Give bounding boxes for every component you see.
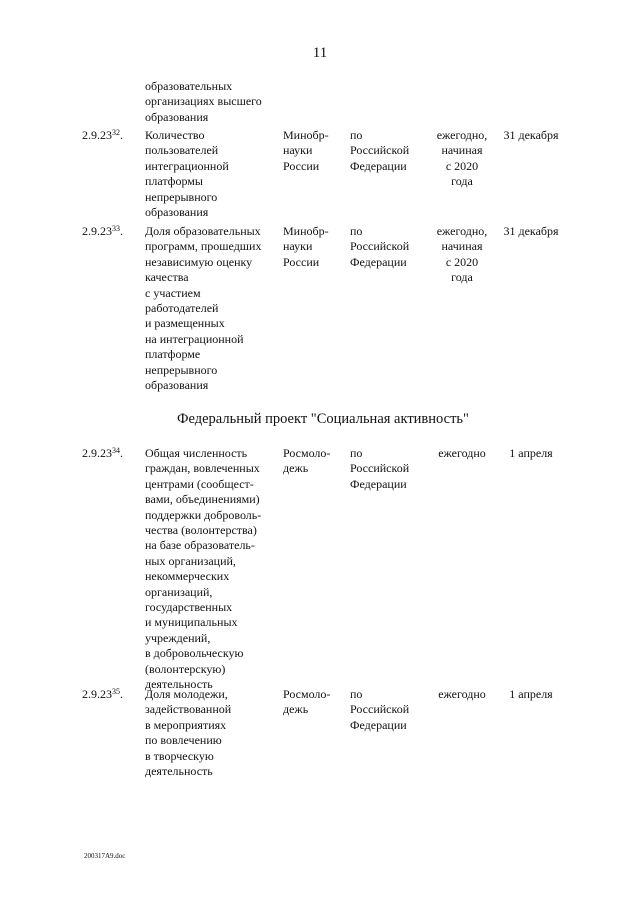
code-dot: .	[120, 687, 123, 701]
due-date: 1 апреля	[509, 446, 553, 460]
aggregation-level: по Российской Федерации	[350, 446, 410, 491]
frequency: ежегодно, начиная с 2020 года	[436, 224, 488, 285]
indicator-name: Доля молодежи, задействованной в мероприятиях по вовлечению в творческую деятельность	[145, 687, 232, 779]
responsible-agency: Минобр- науки России	[283, 224, 329, 269]
aggregation-level: по Российской Федерации	[350, 128, 410, 173]
code-dot: .	[120, 224, 123, 238]
due-date: 31 декабря	[503, 224, 559, 238]
code-dot: .	[120, 128, 123, 142]
code-number: 2.9.23	[82, 446, 112, 460]
row-code	[82, 446, 142, 461]
frequency: ежегодно	[438, 687, 486, 701]
continuation-text: образовательных организациях высшего образования	[145, 79, 262, 124]
indicator-name: Общая численность граждан, вовлеченных центрами (сообщест- вами, объединениями) поддержки доброволь- чества (волонтерства) на базе образователь- ных организаций, некоммерческих организаций, государственных и муниципальных учреждений, в добровольческую (волонтерскую) деятельность	[145, 446, 262, 692]
responsible-agency: Минобр- науки России	[283, 128, 329, 173]
due-date: 1 апреля	[509, 687, 553, 701]
aggregation-level: по Российской Федерации	[350, 224, 410, 269]
code-number: 2.9.23	[82, 224, 112, 238]
frequency: ежегодно	[438, 446, 486, 460]
indicator-name: Доля образовательных программ, прошедших независимую оценку качества с участием работодателей и размещенных на интеграционной платформе непрерывного образования	[145, 224, 262, 393]
frequency: ежегодно, начиная с 2020 года	[436, 128, 488, 189]
footer-filename: 200317A9.doc	[84, 852, 126, 860]
code-number: 2.9.23	[82, 128, 112, 142]
due-date: 31 декабря	[503, 128, 559, 142]
footnote-marker: 33	[112, 224, 120, 233]
responsible-agency: Росмоло- дежь	[283, 687, 331, 717]
row-code	[82, 224, 142, 239]
section-heading: Федеральный проект "Социальная активность"	[177, 411, 469, 427]
aggregation-level: по Российской Федерации	[350, 687, 410, 732]
code-dot: .	[120, 446, 123, 460]
footnote-marker: 34	[112, 446, 120, 455]
code-number: 2.9.23	[82, 687, 112, 701]
row-code	[82, 687, 142, 702]
indicator-name: Количество пользователей интеграционной платформы непрерывного образования	[145, 128, 229, 220]
responsible-agency: Росмоло- дежь	[283, 446, 331, 476]
footnote-marker: 32	[112, 128, 120, 137]
row-code	[82, 128, 142, 143]
page-number: 11	[312, 45, 328, 61]
footnote-marker: 35	[112, 687, 120, 696]
